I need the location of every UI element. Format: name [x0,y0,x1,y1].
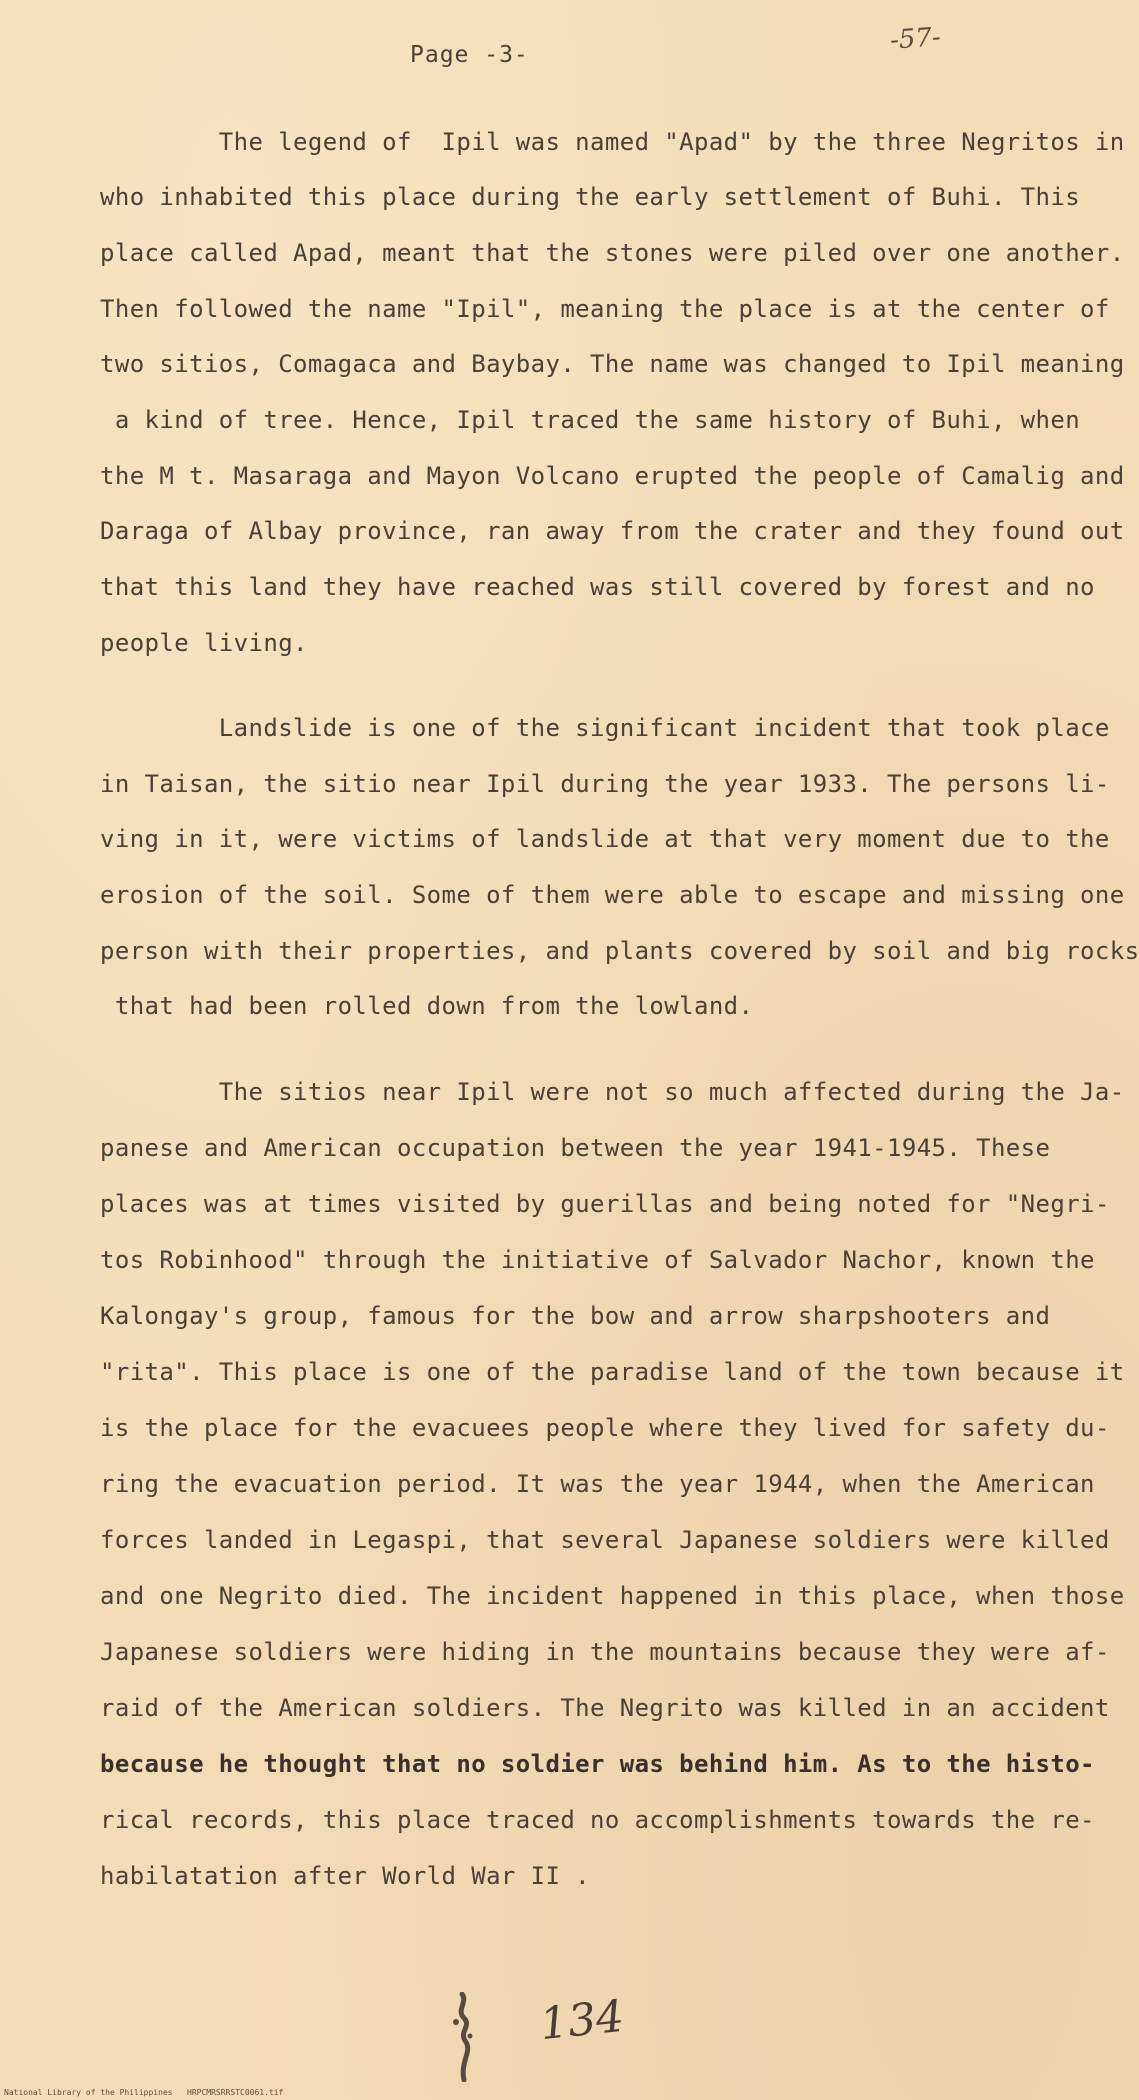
text-line: because he thought that no soldier was behind him. As to the histo- [100,1750,1095,1778]
text-line: The sitios near Ipil were not so much affected during the Ja- [100,1078,1125,1106]
text-line: ring the evacuation period. It was the year 1944, when the American [100,1470,1095,1498]
text-line: places was at times visited by guerillas and being noted for "Negri- [100,1190,1110,1218]
text-line: that had been rolled down from the lowland. [100,992,754,1020]
text-line: that this land they have reached was still covered by forest and no [100,573,1095,601]
text-line: Japanese soldiers were hiding in the mountains because they were af- [100,1638,1110,1666]
text-line: person with their properties, and plants covered by soil and big rocks [100,937,1139,965]
handwritten-number: 134 [537,1990,627,2051]
text-line: tos Robinhood" through the initiative of Salvador Nachor, known the [100,1246,1095,1274]
text-line: forces landed in Legaspi, that several Japanese soldiers were killed [100,1526,1110,1554]
text-line: Daraga of Albay province, ran away from the crater and they found out [100,517,1125,545]
page-label: Page -3- [410,42,529,68]
text-line: and one Negrito died. The incident happened in this place, when those [100,1582,1125,1610]
text-line: Then followed the name "Ipil", meaning the place is at the center of [100,295,1110,323]
text-line: two sitios, Comagaca and Baybay. The name was changed to Ipil meaning [100,350,1125,378]
text-line: "rita". This place is one of the paradise land of the town because it [100,1358,1125,1386]
text-line: Kalongay's group, famous for the bow and arrow sharpshooters and [100,1302,1051,1330]
text-line: a kind of tree. Hence, Ipil traced the same history of Buhi, when [100,406,1081,434]
text-line: who inhabited this place during the early settlement of Buhi. This [100,183,1081,211]
text-line: The legend of Ipil was named "Apad" by the three Negritos in [100,128,1125,156]
source-note: National Library of the Philippines HRPCMRSRRSTC0061.tif [4,2088,284,2097]
text-line: rical records, this place traced no accomplishments towards the re- [100,1806,1095,1834]
text-line: ving in it, were victims of landslide at that very moment due to the [100,825,1110,853]
text-line: panese and American occupation between the year 1941-1945. These [100,1134,1051,1162]
text-line: in Taisan, the sitio near Ipil during the year 1933. The persons li- [100,770,1110,798]
text-line: raid of the American soldiers. The Negrito was killed in an accident [100,1694,1110,1722]
text-line: the M t. Masaraga and Mayon Volcano erupted the people of Camalig and [100,462,1125,490]
text-line: erosion of the soil. Some of them were able to escape and missing one [100,881,1125,909]
text-line: people living. [100,629,308,657]
text-line: place called Apad, meant that the stones were piled over one another. [100,239,1125,267]
text-line: Landslide is one of the significant incident that took place [100,714,1110,742]
ink-stain-mark [448,1992,478,2082]
page-number-mark: -57- [889,22,942,56]
text-line: habilatation after World War II . [100,1862,591,1890]
text-line: is the place for the evacuees people where they lived for safety du- [100,1414,1110,1442]
